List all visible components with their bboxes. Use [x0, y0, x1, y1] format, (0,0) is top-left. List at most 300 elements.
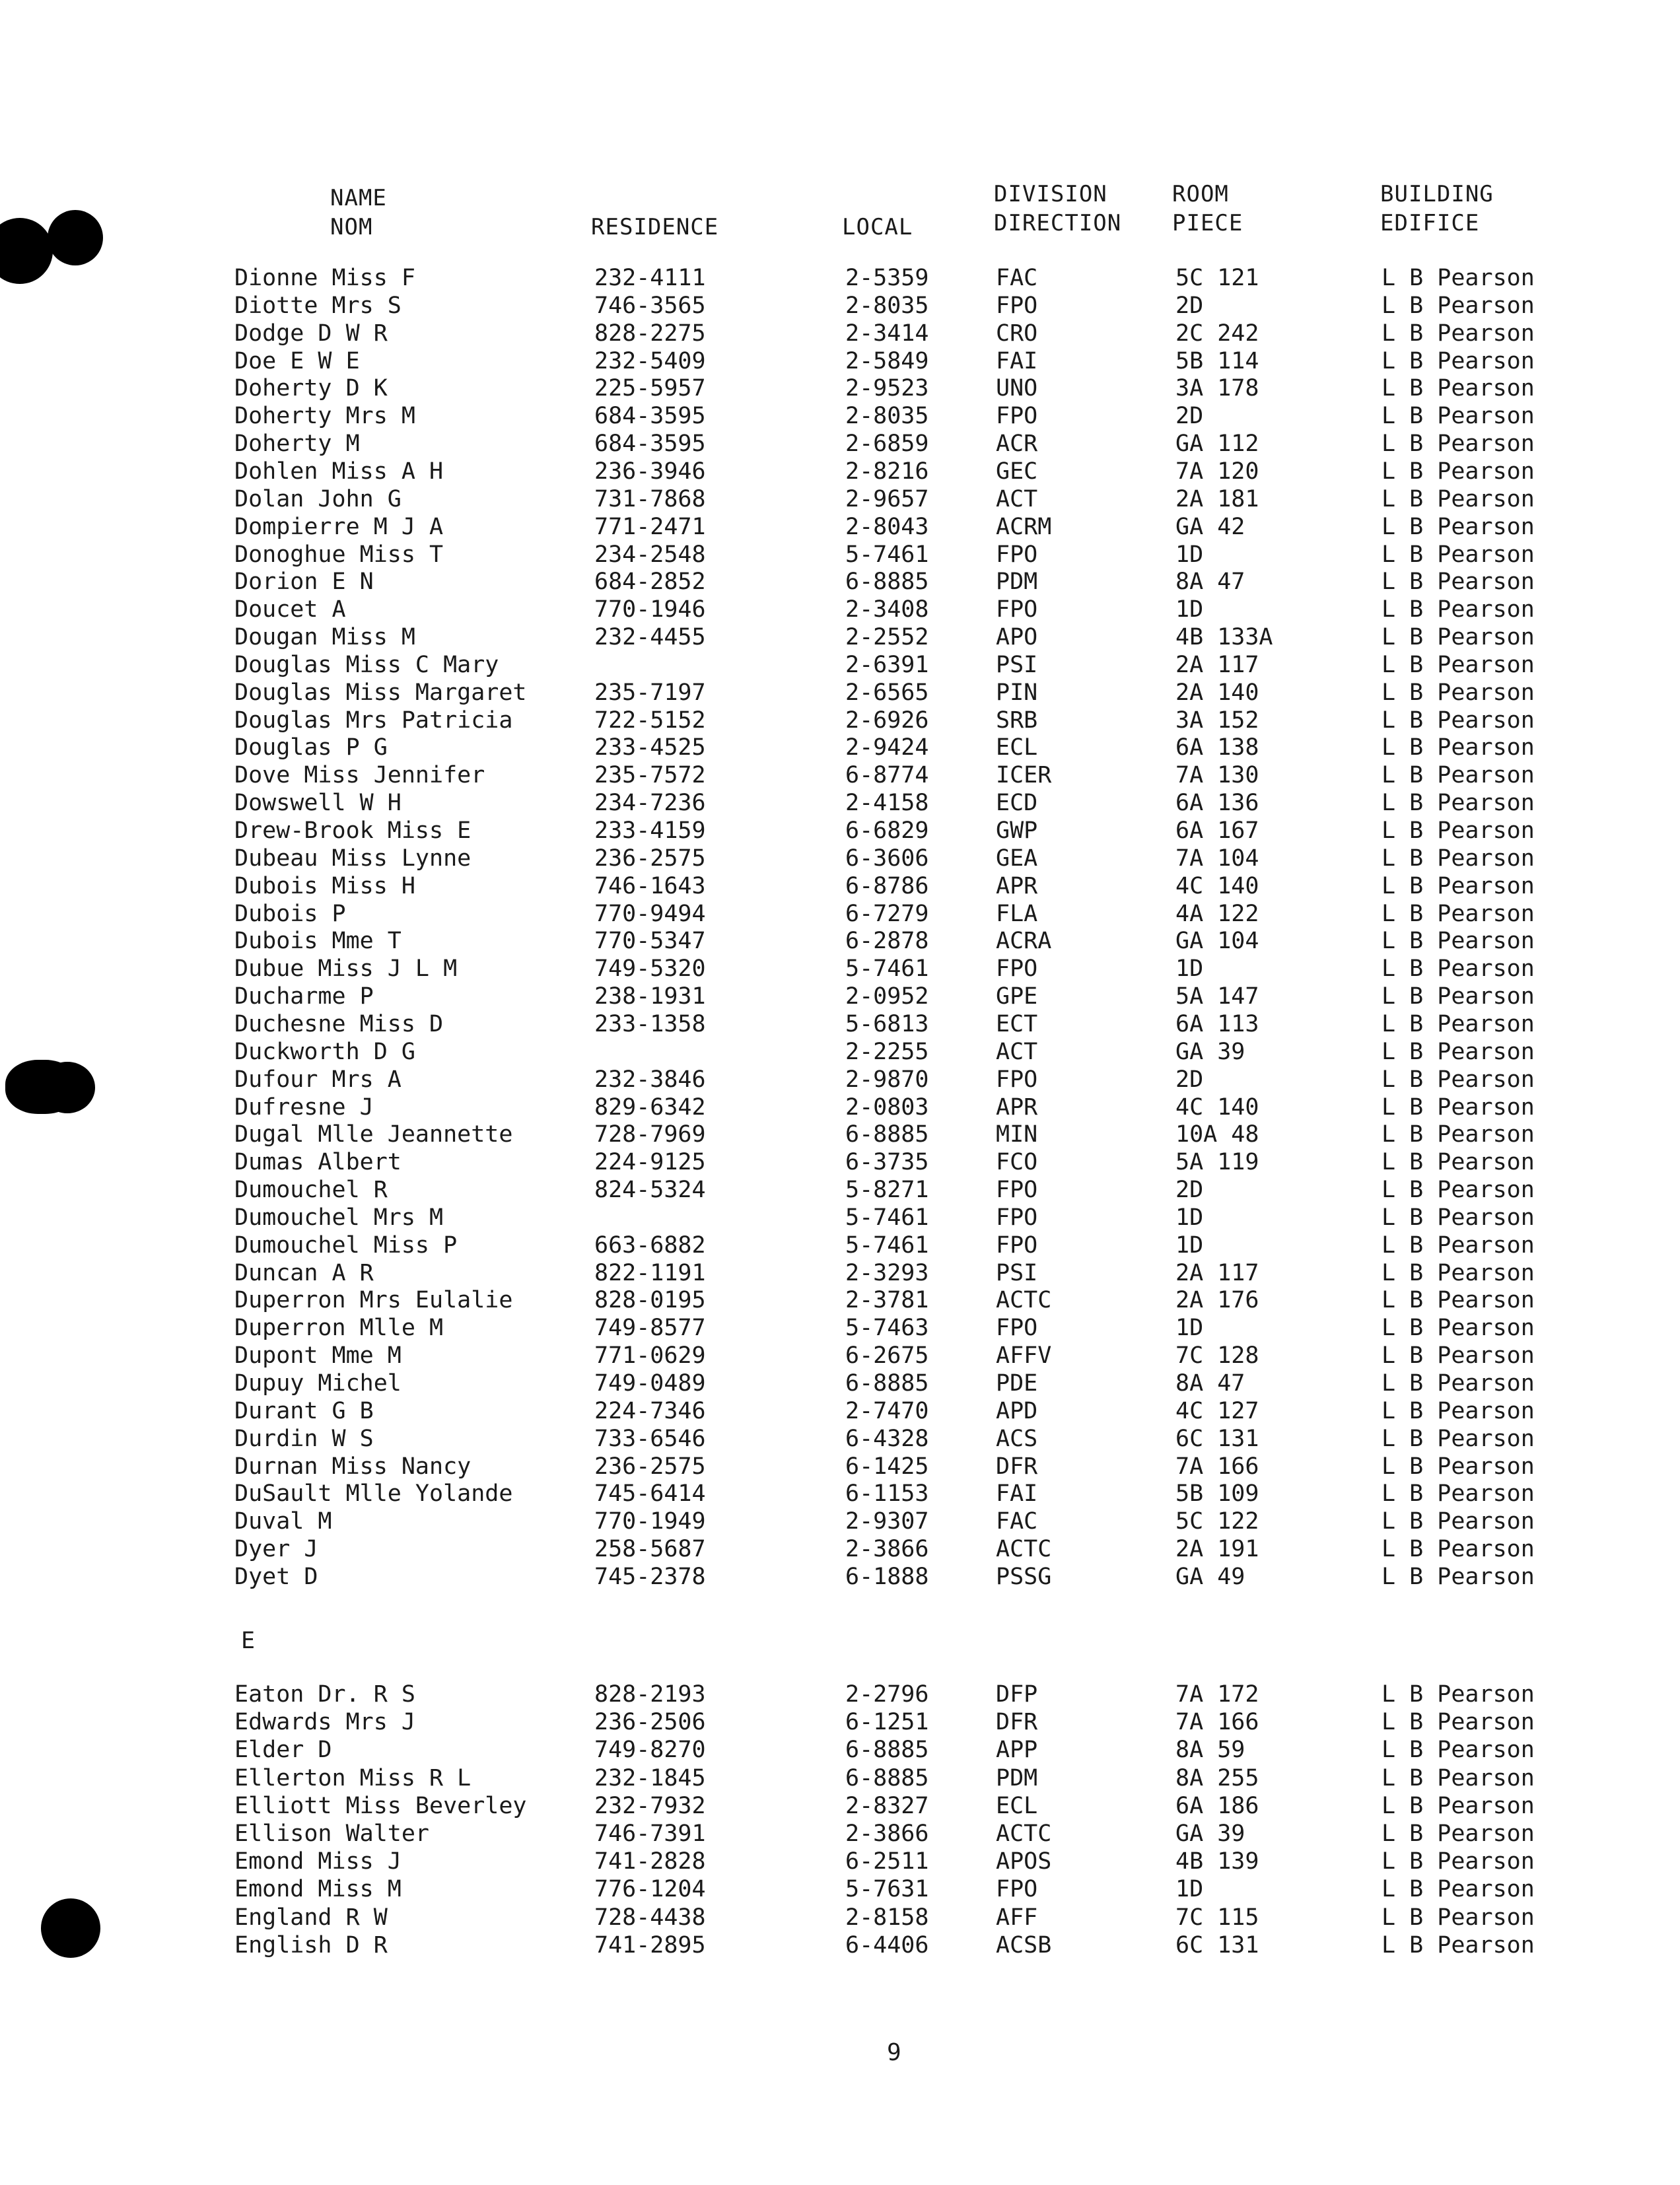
room-number-cell: 2D: [1175, 292, 1204, 319]
name-cell: Duval M: [234, 1508, 332, 1535]
room-number-cell: 8A 255: [1175, 1764, 1259, 1791]
room-number-cell: 2D: [1175, 1177, 1204, 1204]
room-number-cell: 1D: [1175, 1315, 1204, 1342]
header-name: [231, 184, 387, 242]
building-cell: L B Pearson: [1382, 1370, 1535, 1397]
room-number-cell: 5A 119: [1175, 1149, 1259, 1176]
residence-phone-cell: 236-2575: [594, 1453, 706, 1480]
residence-phone-cell: 232-3846: [594, 1066, 706, 1093]
division-code-cell: ACS: [996, 1425, 1038, 1452]
residence-phone-cell: 749-5320: [594, 955, 706, 983]
table-row: [0, 1425, 1680, 1453]
division-code-cell: FPO: [996, 1231, 1038, 1259]
table-row: [0, 320, 1680, 347]
room-number-cell: 7A 130: [1175, 762, 1259, 789]
residence-phone-cell: 236-2506: [594, 1709, 706, 1736]
name-cell: Edwards Mrs J: [234, 1709, 415, 1736]
local-extension-cell: 5-7461: [845, 1231, 929, 1259]
name-cell: Dugal Mlle Jeannette: [234, 1121, 513, 1148]
room-number-cell: 5B 114: [1175, 347, 1259, 374]
local-extension-cell: 2-3408: [845, 596, 929, 623]
local-extension-cell: 6-8885: [845, 1121, 929, 1148]
residence-phone-cell: 745-6414: [594, 1480, 706, 1508]
name-cell: Doe E W E: [234, 347, 360, 374]
building-cell: L B Pearson: [1382, 955, 1535, 983]
division-code-cell: ACTC: [996, 1536, 1052, 1563]
local-extension-cell: 2-6859: [845, 431, 929, 458]
room-number-cell: 1D: [1175, 596, 1204, 623]
local-extension-cell: 2-9870: [845, 1066, 929, 1093]
building-cell: L B Pearson: [1382, 1453, 1535, 1480]
local-extension-cell: 2-3866: [845, 1536, 929, 1563]
building-cell: L B Pearson: [1382, 707, 1535, 734]
division-code-cell: MIN: [996, 1121, 1038, 1148]
room-number-cell: 7C 128: [1175, 1342, 1259, 1370]
table-row: [0, 292, 1680, 320]
residence-phone-cell: 235-7197: [594, 679, 706, 706]
table-row: [0, 1792, 1680, 1820]
division-code-cell: DFR: [996, 1709, 1038, 1736]
table-row: [0, 485, 1680, 513]
division-code-cell: FCO: [996, 1149, 1038, 1176]
local-extension-cell: 6-1153: [845, 1480, 929, 1508]
residence-phone-cell: 236-3946: [594, 458, 706, 485]
table-row: [0, 1931, 1680, 1959]
name-cell: Dowswell W H: [234, 790, 402, 817]
name-cell: Ellison Walter: [234, 1821, 430, 1847]
header-building-en: BUILDING: [1380, 181, 1494, 207]
division-code-cell: CRO: [996, 320, 1038, 347]
name-cell: Dubois P: [234, 900, 346, 927]
local-extension-cell: 2-2255: [845, 1038, 929, 1065]
name-cell: Dumouchel Mrs M: [234, 1204, 444, 1231]
building-cell: L B Pearson: [1382, 292, 1535, 319]
division-code-cell: FPO: [996, 1876, 1038, 1903]
name-cell: Ducharme P: [234, 983, 374, 1010]
local-extension-cell: 5-6813: [845, 1010, 929, 1037]
punch-hole: [48, 210, 103, 265]
division-code-cell: ECL: [996, 1792, 1038, 1819]
room-number-cell: 2A 181: [1175, 485, 1259, 512]
table-row: [0, 1314, 1680, 1342]
room-number-cell: GA 39: [1175, 1038, 1245, 1065]
local-extension-cell: 5-7461: [845, 541, 929, 568]
residence-phone-cell: 741-2828: [594, 1848, 706, 1875]
residence-phone-cell: 225-5957: [594, 375, 706, 402]
residence-phone-cell: 771-2471: [594, 513, 706, 540]
room-number-cell: 4C 140: [1175, 872, 1259, 899]
division-code-cell: FPO: [996, 1315, 1038, 1342]
room-number-cell: 7A 166: [1175, 1453, 1259, 1480]
table-row: [0, 900, 1680, 928]
division-code-cell: FPO: [996, 1066, 1038, 1093]
division-code-cell: ACTC: [996, 1287, 1052, 1314]
table-row: [0, 679, 1680, 707]
division-code-cell: APR: [996, 872, 1038, 899]
building-cell: L B Pearson: [1382, 928, 1535, 955]
building-cell: L B Pearson: [1382, 1177, 1535, 1204]
name-cell: Douglas P G: [234, 734, 388, 761]
room-number-cell: 1D: [1175, 955, 1204, 983]
room-number-cell: 2D: [1175, 1066, 1204, 1093]
header-division-fr: DIRECTION: [994, 210, 1122, 236]
building-cell: L B Pearson: [1382, 1038, 1535, 1065]
name-cell: Eaton Dr. R S: [234, 1681, 415, 1708]
residence-phone-cell: 235-7572: [594, 762, 706, 789]
local-extension-cell: 2-2552: [845, 624, 929, 651]
table-row: [0, 1342, 1680, 1370]
local-extension-cell: 6-4328: [845, 1425, 929, 1452]
building-cell: L B Pearson: [1382, 1792, 1535, 1819]
residence-phone-cell: 733-6546: [594, 1425, 706, 1452]
residence-phone-cell: 684-3595: [594, 431, 706, 458]
table-row: [0, 1764, 1680, 1792]
local-extension-cell: 2-5359: [845, 265, 929, 291]
residence-phone-cell: 749-8270: [594, 1737, 706, 1764]
name-cell: Diotte Mrs S: [234, 292, 402, 319]
residence-phone-cell: 822-1191: [594, 1259, 706, 1286]
residence-phone-cell: 232-5409: [594, 347, 706, 374]
division-code-cell: FPO: [996, 403, 1038, 430]
header-local: [842, 213, 913, 242]
residence-phone-cell: 232-4455: [594, 624, 706, 651]
building-cell: L B Pearson: [1382, 320, 1535, 347]
division-code-cell: FAC: [996, 265, 1038, 291]
residence-phone-cell: 258-5687: [594, 1536, 706, 1563]
division-code-cell: APP: [996, 1737, 1038, 1764]
name-cell: Dorion E N: [234, 569, 374, 596]
building-cell: L B Pearson: [1382, 265, 1535, 291]
building-cell: L B Pearson: [1382, 1709, 1535, 1736]
building-cell: L B Pearson: [1382, 1121, 1535, 1148]
name-cell: Douglas Mrs Patricia: [234, 707, 513, 734]
name-cell: Dumouchel R: [234, 1177, 388, 1204]
section-letter-e: E: [241, 1628, 256, 1654]
name-cell: Dubue Miss J L M: [234, 955, 458, 983]
local-extension-cell: 2-6391: [845, 651, 929, 678]
room-number-cell: 2C 242: [1175, 320, 1259, 347]
room-number-cell: 7C 115: [1175, 1904, 1259, 1931]
residence-phone-cell: 236-2575: [594, 845, 706, 872]
table-row: [0, 845, 1680, 872]
table-row: [0, 1875, 1680, 1903]
building-cell: L B Pearson: [1382, 541, 1535, 568]
residence-phone-cell: 746-1643: [594, 872, 706, 899]
local-extension-cell: 2-8043: [845, 513, 929, 540]
room-number-cell: 6A 186: [1175, 1792, 1259, 1819]
table-row: [0, 1038, 1680, 1066]
header-division-en: DIVISION: [994, 181, 1107, 207]
name-cell: Duperron Mrs Eulalie: [234, 1287, 513, 1314]
name-cell: Dufour Mrs A: [234, 1066, 402, 1093]
room-number-cell: 4B 139: [1175, 1848, 1259, 1875]
name-cell: Dupuy Michel: [234, 1370, 402, 1397]
building-cell: L B Pearson: [1382, 1563, 1535, 1590]
name-cell: Dyer J: [234, 1536, 318, 1563]
building-cell: L B Pearson: [1382, 845, 1535, 872]
name-cell: Duperron Mlle M: [234, 1315, 444, 1342]
division-code-cell: GEA: [996, 845, 1038, 872]
header-name-en: NAME: [330, 185, 387, 211]
table-row: [0, 541, 1680, 569]
residence-phone-cell: 232-4111: [594, 265, 706, 291]
room-number-cell: 2A 191: [1175, 1536, 1259, 1563]
division-code-cell: APR: [996, 1093, 1038, 1121]
local-extension-cell: 6-6829: [845, 817, 929, 844]
table-row: [0, 955, 1680, 983]
division-code-cell: FPO: [996, 1204, 1038, 1231]
local-extension-cell: 2-9307: [845, 1508, 929, 1535]
table-row: [0, 513, 1680, 541]
room-number-cell: 1D: [1175, 1876, 1204, 1903]
room-number-cell: 7A 120: [1175, 458, 1259, 485]
table-row: [0, 734, 1680, 761]
table-row: [0, 1093, 1680, 1121]
table-row: [0, 983, 1680, 1010]
residence-phone-cell: 233-1358: [594, 1010, 706, 1037]
building-cell: L B Pearson: [1382, 1536, 1535, 1563]
header-local-label: LOCAL: [842, 214, 913, 240]
division-code-cell: FLA: [996, 900, 1038, 927]
residence-phone-cell: 684-3595: [594, 403, 706, 430]
local-extension-cell: 2-3866: [845, 1821, 929, 1847]
room-number-cell: 2A 176: [1175, 1287, 1259, 1314]
room-number-cell: 6C 131: [1175, 1931, 1259, 1959]
local-extension-cell: 5-7631: [845, 1876, 929, 1903]
name-cell: Emond Miss M: [234, 1876, 402, 1903]
residence-phone-cell: 771-0629: [594, 1342, 706, 1370]
name-cell: Elder D: [234, 1737, 332, 1764]
room-number-cell: 6A 136: [1175, 790, 1259, 817]
header-building-fr: EDIFICE: [1380, 210, 1480, 236]
local-extension-cell: 6-8885: [845, 1370, 929, 1397]
local-extension-cell: 6-8885: [845, 569, 929, 596]
division-code-cell: ACT: [996, 1038, 1038, 1065]
local-extension-cell: 2-6565: [845, 679, 929, 706]
residence-phone-cell: 728-4438: [594, 1904, 706, 1931]
room-number-cell: 8A 47: [1175, 1370, 1245, 1397]
building-cell: L B Pearson: [1382, 1093, 1535, 1121]
name-cell: Dumouchel Miss P: [234, 1231, 458, 1259]
division-code-cell: PDM: [996, 569, 1038, 596]
room-number-cell: 6A 167: [1175, 817, 1259, 844]
local-extension-cell: 2-7470: [845, 1397, 929, 1424]
division-code-cell: ACRA: [996, 928, 1052, 955]
local-extension-cell: 6-1425: [845, 1453, 929, 1480]
building-cell: L B Pearson: [1382, 817, 1535, 844]
residence-phone-cell: 749-0489: [594, 1370, 706, 1397]
header-name-fr: NOM: [330, 214, 373, 240]
room-number-cell: 8A 59: [1175, 1737, 1245, 1764]
name-cell: Emond Miss J: [234, 1848, 402, 1875]
division-code-cell: APOS: [996, 1848, 1052, 1875]
division-code-cell: APO: [996, 624, 1038, 651]
building-cell: L B Pearson: [1382, 1425, 1535, 1452]
name-cell: Dove Miss Jennifer: [234, 762, 485, 789]
name-cell: Dubois Mme T: [234, 928, 402, 955]
room-number-cell: 2A 117: [1175, 651, 1259, 678]
residence-phone-cell: 731-7868: [594, 485, 706, 512]
page-number: 9: [887, 2039, 901, 2066]
name-cell: Dolan John G: [234, 485, 402, 512]
local-extension-cell: 2-5849: [845, 347, 929, 374]
header-room: [1172, 180, 1243, 238]
building-cell: L B Pearson: [1382, 1508, 1535, 1535]
name-cell: Doherty D K: [234, 375, 388, 402]
local-extension-cell: 5-7461: [845, 1204, 929, 1231]
room-number-cell: 2D: [1175, 403, 1204, 430]
building-cell: L B Pearson: [1382, 1681, 1535, 1708]
local-extension-cell: 2-0803: [845, 1093, 929, 1121]
building-cell: L B Pearson: [1382, 1764, 1535, 1791]
room-number-cell: 8A 47: [1175, 569, 1245, 596]
local-extension-cell: 2-3414: [845, 320, 929, 347]
table-row: [0, 402, 1680, 430]
name-cell: Douglas Miss Margaret: [234, 679, 527, 706]
residence-phone-cell: 746-7391: [594, 1821, 706, 1847]
division-code-cell: ACSB: [996, 1931, 1052, 1959]
local-extension-cell: 5-7463: [845, 1315, 929, 1342]
table-row: [0, 1010, 1680, 1038]
division-code-cell: DFP: [996, 1681, 1038, 1708]
building-cell: L B Pearson: [1382, 1204, 1535, 1231]
building-cell: L B Pearson: [1382, 1066, 1535, 1093]
local-extension-cell: 2-9523: [845, 375, 929, 402]
table-row: [0, 1508, 1680, 1535]
residence-phone-cell: 828-0195: [594, 1287, 706, 1314]
building-cell: L B Pearson: [1382, 872, 1535, 899]
division-code-cell: SRB: [996, 707, 1038, 734]
room-number-cell: GA 104: [1175, 928, 1259, 955]
building-cell: L B Pearson: [1382, 1480, 1535, 1508]
building-cell: L B Pearson: [1382, 458, 1535, 485]
local-extension-cell: 6-2511: [845, 1848, 929, 1875]
building-cell: L B Pearson: [1382, 375, 1535, 402]
division-code-cell: ECT: [996, 1010, 1038, 1037]
division-code-cell: ACR: [996, 431, 1038, 458]
table-row: [0, 568, 1680, 596]
room-number-cell: GA 112: [1175, 431, 1259, 458]
division-code-cell: AFF: [996, 1904, 1038, 1931]
local-extension-cell: 2-8035: [845, 403, 929, 430]
table-row: [0, 789, 1680, 817]
name-cell: Dodge D W R: [234, 320, 388, 347]
table-row: [0, 1148, 1680, 1176]
name-cell: England R W: [234, 1904, 388, 1931]
local-extension-cell: 2-9657: [845, 485, 929, 512]
table-row: [0, 761, 1680, 789]
local-extension-cell: 2-8216: [845, 458, 929, 485]
building-cell: L B Pearson: [1382, 734, 1535, 761]
local-extension-cell: 5-8271: [845, 1177, 929, 1204]
table-row: [0, 1231, 1680, 1259]
table-row: [0, 347, 1680, 375]
name-cell: Duncan A R: [234, 1259, 374, 1286]
name-cell: Dyet D: [234, 1563, 318, 1590]
name-cell: DuSault Mlle Yolande: [234, 1480, 513, 1508]
residence-phone-cell: 770-9494: [594, 900, 706, 927]
room-number-cell: 4C 140: [1175, 1093, 1259, 1121]
name-cell: Ellerton Miss R L: [234, 1764, 472, 1791]
room-number-cell: 6A 138: [1175, 734, 1259, 761]
building-cell: L B Pearson: [1382, 403, 1535, 430]
residence-phone-cell: 828-2193: [594, 1681, 706, 1708]
table-row: [0, 1848, 1680, 1875]
name-cell: Doherty M: [234, 431, 360, 458]
local-extension-cell: 6-8786: [845, 872, 929, 899]
header-room-fr: PIECE: [1172, 210, 1243, 236]
local-extension-cell: 6-4406: [845, 1931, 929, 1959]
name-cell: Elliott Miss Beverley: [234, 1792, 527, 1819]
table-row: [0, 623, 1680, 651]
room-number-cell: 2A 117: [1175, 1259, 1259, 1286]
residence-phone-cell: 828-2275: [594, 320, 706, 347]
residence-phone-cell: 232-1845: [594, 1764, 706, 1791]
table-row: [0, 651, 1680, 679]
residence-phone-cell: 663-6882: [594, 1231, 706, 1259]
header-room-en: ROOM: [1172, 181, 1229, 207]
name-cell: Dufresne J: [234, 1093, 374, 1121]
building-cell: L B Pearson: [1382, 1737, 1535, 1764]
table-row: [0, 1563, 1680, 1591]
header-residence: [591, 213, 718, 242]
local-extension-cell: 6-8885: [845, 1764, 929, 1791]
building-cell: L B Pearson: [1382, 900, 1535, 927]
table-row: [0, 430, 1680, 458]
local-extension-cell: 2-3781: [845, 1287, 929, 1314]
table-row: [0, 1370, 1680, 1397]
residence-phone-cell: 238-1931: [594, 983, 706, 1010]
room-number-cell: 7A 172: [1175, 1681, 1259, 1708]
local-extension-cell: 5-7461: [845, 955, 929, 983]
local-extension-cell: 2-9424: [845, 734, 929, 761]
local-extension-cell: 2-8327: [845, 1792, 929, 1819]
local-extension-cell: 6-2878: [845, 928, 929, 955]
room-number-cell: 3A 152: [1175, 707, 1259, 734]
local-extension-cell: 6-2675: [845, 1342, 929, 1370]
residence-phone-cell: 224-7346: [594, 1397, 706, 1424]
room-number-cell: 6A 113: [1175, 1010, 1259, 1037]
room-number-cell: GA 49: [1175, 1563, 1245, 1590]
building-cell: L B Pearson: [1382, 596, 1535, 623]
local-extension-cell: 6-3606: [845, 845, 929, 872]
table-row: [0, 1259, 1680, 1287]
residence-phone-cell: 749-8577: [594, 1315, 706, 1342]
name-cell: Dionne Miss F: [234, 265, 415, 291]
building-cell: L B Pearson: [1382, 1931, 1535, 1959]
division-code-cell: GEC: [996, 458, 1038, 485]
table-row: [0, 1535, 1680, 1563]
table-row: [0, 707, 1680, 734]
local-extension-cell: 6-7279: [845, 900, 929, 927]
division-code-cell: FPO: [996, 955, 1038, 983]
division-code-cell: GWP: [996, 817, 1038, 844]
residence-phone-cell: 746-3565: [594, 292, 706, 319]
building-cell: L B Pearson: [1382, 1904, 1535, 1931]
table-row: [0, 817, 1680, 845]
division-code-cell: ACT: [996, 485, 1038, 512]
building-cell: L B Pearson: [1382, 569, 1535, 596]
division-code-cell: FPO: [996, 1177, 1038, 1204]
room-number-cell: 3A 178: [1175, 375, 1259, 402]
division-code-cell: GPE: [996, 983, 1038, 1010]
division-code-cell: PIN: [996, 679, 1038, 706]
room-number-cell: 2A 140: [1175, 679, 1259, 706]
building-cell: L B Pearson: [1382, 513, 1535, 540]
name-cell: Dompierre M J A: [234, 513, 444, 540]
table-row: [0, 1066, 1680, 1093]
header-division: [994, 180, 1121, 238]
